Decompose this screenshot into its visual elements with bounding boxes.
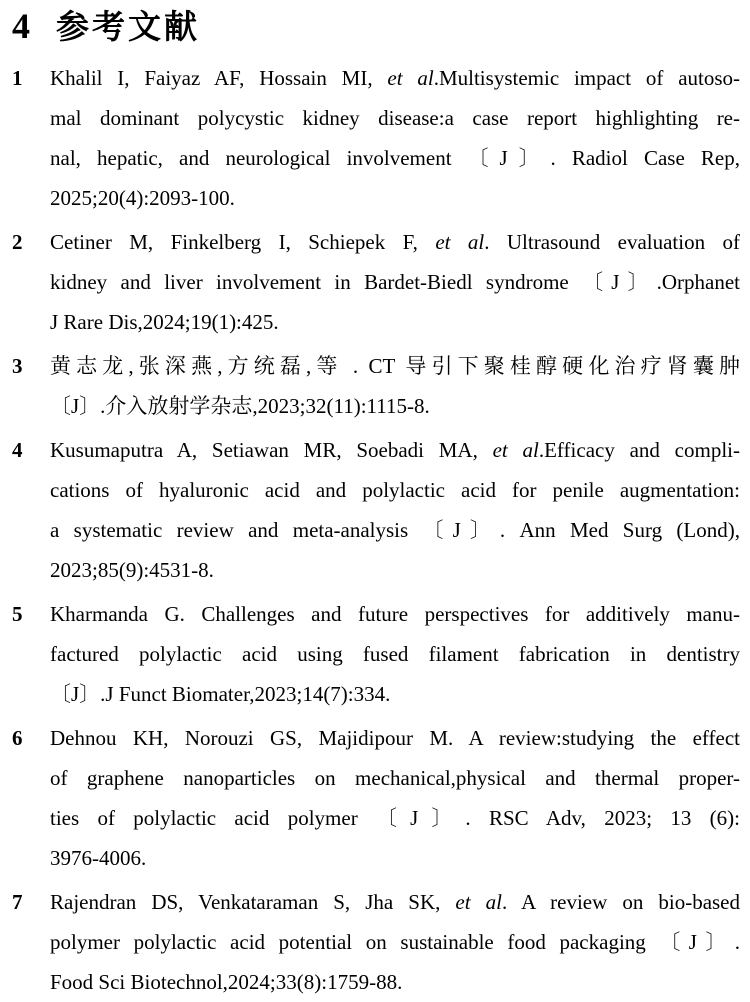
ref-text-segment: J Rare Dis,2024;19(1):425. [50, 310, 279, 334]
reference-line [50, 430, 740, 470]
reference-line [50, 962, 740, 1002]
ref-text-segment: polymer polylactic acid potential on sustainable food packaging 〔J〕. [50, 930, 740, 954]
reference-line [50, 882, 740, 922]
ref-text-segment: Rajendran DS, Venkataraman S, Jha SK, [50, 890, 456, 914]
reference-number: 5 [12, 602, 23, 626]
reference-line [50, 838, 740, 878]
ref-text-segment: of graphene nanoparticles on mechanical,physical and thermal proper- [50, 766, 740, 790]
reference-number: 3 [12, 354, 23, 378]
ref-text-segment: factured polylactic acid using fused filament fabrication in dentistry [50, 642, 740, 666]
ref-text-segment: nal, hepatic, and neurological involvement 〔J〕. Radiol Case Rep, [50, 146, 740, 170]
reference-body [50, 594, 740, 714]
et-al-italic: et al [435, 230, 485, 254]
reference-line [50, 262, 740, 302]
reference-body [50, 718, 740, 878]
ref-text-segment: 3976-4006. [50, 846, 147, 870]
reference-number: 7 [12, 890, 23, 914]
reference-item [12, 346, 740, 426]
ref-text-segment: 〔J〕.介入放射学杂志,2023;32(11):1115-8. [50, 394, 430, 418]
reference-line [50, 758, 740, 798]
reference-line [50, 594, 740, 634]
reference-item [12, 222, 740, 342]
reference-item [12, 430, 740, 590]
ref-text-segment: a systematic review and meta-analysis 〔J〕. Ann Med Surg (Lond), [50, 518, 740, 542]
ref-text-segment: cations of hyaluronic acid and polylactic acid for penile augmentation: [50, 478, 740, 502]
reference-item [12, 718, 740, 878]
reference-line [50, 922, 740, 962]
ref-text-segment: Food Sci Biotechnol,2024;33(8):1759-88. [50, 970, 403, 994]
ref-text-segment: 2023;85(9):4531-8. [50, 558, 214, 582]
reference-line [50, 222, 740, 262]
reference-line [50, 510, 740, 550]
reference-line [50, 386, 740, 426]
reference-body [50, 58, 740, 218]
reference-number: 6 [12, 726, 23, 750]
ref-text-segment: Kharmanda G. Challenges and future perspectives for additively manu- [50, 602, 740, 626]
reference-line [50, 138, 740, 178]
reference-line [50, 346, 740, 386]
reference-line [50, 302, 740, 342]
section-title: 参考文献 [56, 8, 200, 45]
ref-text-segment: Dehnou KH, Norouzi GS, Majidipour M. A review:studying the effect [50, 726, 740, 750]
section-header [12, 4, 740, 49]
reference-line [50, 634, 740, 674]
reference-line [50, 58, 740, 98]
reference-item [12, 594, 740, 714]
reference-line [50, 98, 740, 138]
reference-line [50, 798, 740, 838]
reference-body [50, 346, 740, 426]
ref-text-segment: Cetiner M, Finkelberg I, Schiepek F, [50, 230, 436, 254]
reference-line [50, 178, 740, 218]
reference-number: 2 [12, 230, 23, 254]
et-al-italic: et al [387, 66, 434, 90]
reference-line [50, 674, 740, 714]
reference-line [50, 470, 740, 510]
ref-text-segment: 2025;20(4):2093-100. [50, 186, 235, 210]
reference-number: 1 [12, 66, 23, 90]
ref-text-segment: kidney and liver involvement in Bardet-Biedl syndrome 〔J〕.Orphanet [50, 270, 740, 294]
reference-list [12, 58, 740, 1002]
et-al-italic: et al [455, 890, 502, 914]
ref-text-segment: ties of polylactic acid polymer 〔J〕. RSC Adv, 2023; 13 (6): [50, 806, 740, 830]
reference-line [50, 550, 740, 590]
et-al-italic: et al [492, 438, 539, 462]
reference-body [50, 222, 740, 342]
ref-text-segment: .Efficacy and compli- [538, 438, 740, 462]
reference-item [12, 58, 740, 218]
ref-text-segment: . A review on bio-based [501, 890, 741, 914]
ref-text-segment: 黄志龙,张深燕,方统磊,等 . CT 导引下聚桂醇硬化治疗肾囊肿 [50, 354, 740, 378]
ref-text-segment: . Ultrasound evaluation of [484, 230, 740, 254]
reference-line [50, 718, 740, 758]
reference-body [50, 430, 740, 590]
section-number: 4 [12, 6, 30, 46]
ref-text-segment: 〔J〕.J Funct Biomater,2023;14(7):334. [50, 682, 391, 706]
reference-item [12, 882, 740, 1002]
ref-text-segment: Kusumaputra A, Setiawan MR, Soebadi MA, [50, 438, 493, 462]
ref-text-segment: mal dominant polycystic kidney disease:a case report highlighting re- [50, 106, 740, 130]
ref-text-segment: .Multisystemic impact of autoso- [433, 66, 741, 90]
reference-body [50, 882, 740, 1002]
reference-number: 4 [12, 438, 23, 462]
ref-text-segment: Khalil I, Faiyaz AF, Hossain MI, [50, 66, 388, 90]
